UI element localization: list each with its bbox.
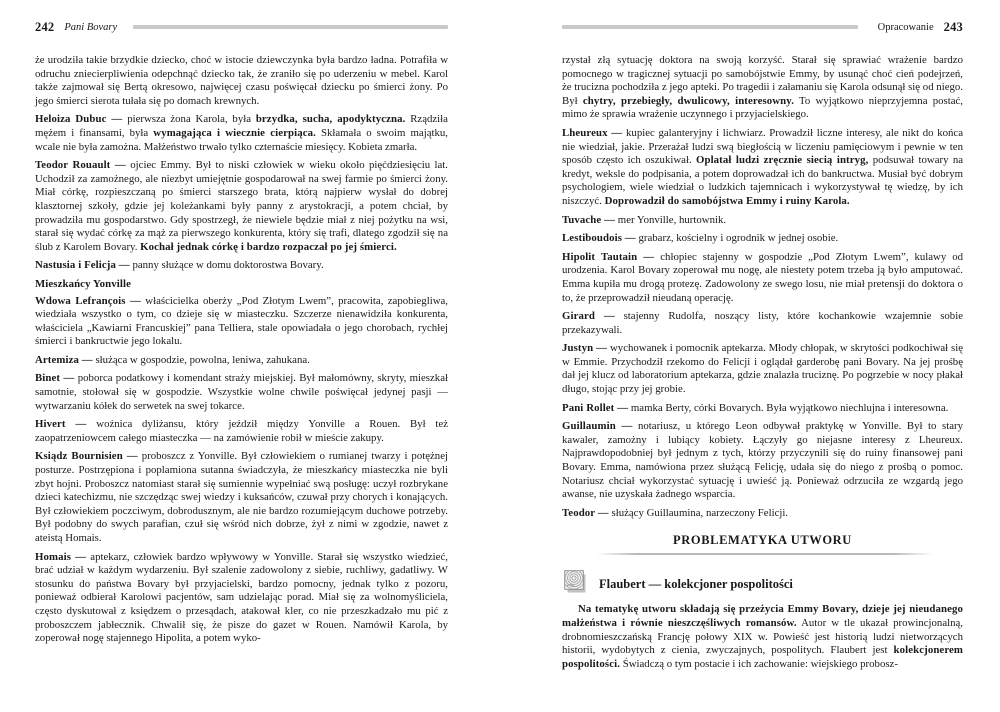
entry-heloiza-dubuc [35,113,448,154]
entry-teodor-rouault [35,159,448,254]
text-segment: mamka Berty, córki Bovarych. Była wyjątkowo niechlujna i interesowna. [630,401,949,414]
page-right [562,20,963,676]
text-segment: Lheureux — [562,126,627,139]
text-segment: Oplatał ludzi zręcznie siecią intryg, [695,154,869,167]
section-heading: PROBLEMATYKA UTWORU [673,533,852,548]
text-segment: rzystał złą sytuację doktora na swoją korzyść. Starał się sprawiać wrażenie bardzo pomocnego w tragicznej sytuacji po samobójstwie Emmy, by usunąć choć cień podejrzeń, że trucizna pochodziła z jego apteki. Po tragedii i załamaniu się Karola odsunął się od niego. Był [562,54,963,107]
page-right-header [562,20,963,34]
text-segment: Kochał jednak córkę i bardzo rozpaczał po jej śmierci. [140,240,397,253]
entry-guillaumin [562,420,963,502]
subsection-title: Flaubert — kolekcjoner pospolitości [599,577,793,592]
character-list-left [35,54,448,646]
text-segment: Hipolit Tautain — [562,250,661,263]
text-segment: Homais — [35,550,91,563]
entry-binet [35,372,448,413]
entry-artemiza [35,354,448,368]
header-rule [562,25,858,29]
entry-hipolit-tautain [562,251,963,305]
text-segment: kolekcjonerem pospolitości. [562,644,963,670]
subsection-header [564,570,963,593]
text-segment: Girard — [562,310,624,323]
entry-pani-rollet [562,402,963,416]
text-segment: że urodziła takie brzydkie dziecko, choć w istocie dziewczynka była bardzo ładna. Potrafiła w odruchu zniecierpliwienia odepchnąć dziecko tak, że zraniło się po uderzeniu w mebel. Karol także zajmował się Bertą okresowo, najwięcej czasu poświęcał dziecku po śmierci żony. Po jego śmierci sierota tułała się po domach krewnych. [35,54,448,107]
text-segment: Teodor — [562,506,612,519]
text-segment: Teodor Rouault — [35,159,131,172]
text-segment: aptekarz, człowiek bardzo wpływowy w Yonville. Starał się wszystko wiedzieć, brać udział w każdym wydarzeniu. Był szalenie zadowolony z siebie, ruchliwy, gadatliwy. W stosunku do państwa Bovary był przyjacielski, bardzo pomocny, jednak tylko z pozoru, ponieważ odbierał Karolowi pacjentów, sam udzielając porad. Miał się za wolnomyśliciela, często dyskutował z księdzem o przesądach, atakował kler, co nie przeszkadzało mu pić z proboszczem jabłecznik. Chwalił się, że pisze do gazet w Rouen. Namówił Karola, by zoperował nogę stajennego Hipolita, a potem wyko- [35,550,448,645]
text-segment: Hivert — [35,418,97,431]
entry-nastusia-felicja [35,259,448,273]
text-segment: brzydka, sucha, apodyktyczna. [255,113,406,126]
entry-tuvache [562,214,963,228]
text-segment: podsuwał towary na kredyt, weksle do podpisania, a potem doprowadzał ich do bankructwa. Musiał być dobrym psychologiem, wiele wiedział o ludzkich tajemnicach i wykorzystywał tę wiedzę, by ich niszczyć. [562,154,964,207]
text-segment: panny służące w domu doktorostwa Bovary. [132,259,324,272]
text-segment: pierwsza żona Karola, była [127,113,256,126]
text-segment: wychowanek i pomocnik aptekarza. Młody chłopak, w skrytości podkochiwał się w Emmie. Przychodził rzekomo do Felicji i oglądał garderobę pani Bovary. Na jej prośbę dał jej klucz od laboratorium aptekarza, gdzie znalazła truciznę. Po pogrzebie w nocy płakał długo, stojąc przy jej grobie. [562,342,964,396]
running-title: Pani Bovary [64,21,118,33]
entry-lestiboudois [562,232,963,246]
text-segment: Justyn — [562,342,610,355]
running-title: Opracowanie [877,21,934,33]
text-segment: notariusz, u którego Leon odbywał praktykę w Yonville. Był to stary kawaler, zamożny i lubiący kobiety. Łączyły go niejasne interesy z Lheureux. Najprawdopodobniej był jednym z tych, którzy przyczynili się do ruiny finansowej pani Bovary. Emma, namówiona przez służącą Felicję, udała się do niego z prośbą o pomoc. Notariusz chciał wykorzystać sytuację i uwieść ją. Ponieważ odrzuciła ze wzgardą jego awanse, nie uzyskała żadnego wsparcia. [562,420,963,501]
text-segment: Artemiza — [35,353,96,366]
text-segment: kupiec galanteryjny i lichwiarz. Prowadził liczne interesy, ale nikt do końca nie wiedział, jakie. Przerażał ludzi swą biegłością w liczeniu pamięciowym i pewnie w ten sposób często ich oszukiwał. [562,126,963,167]
entry-homais [35,551,448,646]
text-segment: Guillaumin — [562,420,638,433]
section-body [562,603,963,671]
text-segment: Binet — [35,372,78,385]
text-segment: Doprowadził do samobójstwa Emmy i ruiny Karola. [604,194,850,207]
paragraph-homais-continuation [562,54,963,122]
text-segment: właścicielka oberży „Pod Złotym Lwem”, pracowita, zapobiegliwa, wiedziała wszystko o tym, co dzieje się w miasteczku. Szczerze nienawidziła konkurenta, właściciela „Kawiarni Francuskiej” pana Telliera, stale opowiadała o jego chorobach, rychłej śmierci i bankructwie jego lokalu. [35,294,448,348]
header-rule [133,25,448,29]
text-segment: Lestiboudois — [562,232,639,245]
entry-girard [562,310,963,337]
text-segment: Autor w tle ukazał prowincjonalną, drobnomieszczańską Francję połowy XIX w. Powieść jest historią ludzi nietworzących historii, wydobytych z cienia, zwyczajnych, pospolitych. Flaubert jest [562,617,963,657]
entry-hivert [35,418,448,445]
text-segment: poborca podatkowy i komendant straży miejskiej. Był małomówny, skryty, mieszkał samotnie, stołował się w gospodzie. Wszystkie wolne chwile poświęcał jedynej pasji — wytwarzaniu kółek do serwetek na swej tokarce. [35,372,448,412]
text-segment: Rządziła mężem i finansami, była [35,113,448,139]
text-segment: Na tematykę utworu składają się przeżycia Emmy Bovary, dzieje jej nieudanego małżeństwa i równie nieszczęśliwych romansów. [562,603,963,629]
subheading-mieszkancy-yonville [35,278,448,292]
entry-wdowa-lefrancois [35,295,448,349]
text-segment: To wyjątkowo nieprzyjemna postać, mimo że sprawia wrażenie uczynnego i przyjacielskiego. [562,94,963,121]
text-segment: Nastusia i Felicja — [35,259,133,272]
text-segment: grabarz, kościelny i ogrodnik w jednej osobie. [638,232,839,245]
page-number: 243 [943,19,963,34]
text-segment: Ksiądz Bournisien — [35,450,142,463]
text-segment: Skłamała o swoim majątku, wcale nie była zamożna. Małżeństwo trwało tylko czternaście miesięcy. Kobieta zmarła. [35,126,448,153]
section-heading-rule [596,553,933,555]
page-number: 242 [35,19,55,34]
text-segment: służąca w gospodzie, powolna, leniwa, zahukana. [95,353,310,366]
paragraph-problematyka-intro [562,603,963,671]
page-left [35,20,448,651]
text-segment: służący Guillaumina, narzeczony Felicji. [611,506,789,519]
text-segment: chłopiec stajenny w gospodzie „Pod Złotym Lwem”, kulawy od urodzenia. Karol Bovary zoperował mu nogę, ale niestety potem trzeba ją było amputować. Emma kupiła mu drogą protezę. Zadowolony ze swego losu, nie miał pretensji do doktora o to, że przeprowadził nieudaną operację. [562,250,963,304]
text-segment: woźnica dyliżansu, który jeździł między Yonville a Rouen. Był też zaopatrzeniowcem całego miasteczka — na zamówienie robił w mieście zakupy. [35,418,448,444]
text-segment: chytry, przebiegły, dwulicowy, interesowny. [582,94,794,107]
entry-justyn [562,342,963,396]
text-segment: stajenny Rudolfa, noszący listy, które kochankowie wzajemnie sobie przekazywali. [562,310,964,336]
text-segment: Tuvache — [562,213,618,226]
entry-lheureux [562,127,963,209]
entry-ksiadz-bournisien [35,450,448,545]
spiral-ornament-icon [564,570,586,593]
text-segment: Pani Rollet — [562,401,631,414]
character-list-right [562,54,963,520]
text-segment: Wdowa Lefrançois — [35,294,146,307]
text-segment: mer Yonville, hurtownik. [617,213,727,226]
text-segment: ojciec Emmy. Był to niski człowiek w wieku około pięćdziesięciu lat. Uchodził za zamożnego, ale niezbyt umiejętnie gospodarował na swej farmie po śmierci żony. Miał córkę, rozpieszczaną po śmierci starszego brata, którą najpierw wysłał do dobrej klasztornej szkoły, gdzie jej koleżankami były panny z arystokracji, a potem chciał, by prowadziła mu gospodarstwo. Gdy spostrzegł, że niewiele będzie miał z niej pożytku na wsi, starał się wydać córkę za mąż za pierwszego konkurenta, który się trafi, dlatego zgodził się na ślub z Karolem Bovary. [35,159,449,253]
page-left-header [35,20,448,34]
text-segment: proboszcz z Yonville. Był człowiekiem o rumianej twarzy i potężnej posturze. Postrzępiona i poplamiona sutanna świadczyła, że mieszkańcy miasteczka nie byli zbyt hojni. Proboszcz natomiast starał się sumiennie wypełniać swą posługę: uczył rozbrykane dzieci katechizmu, nie szczędząc swej wiedzy i kuksańców, czuwał przy chorych i konających. Był człowiekiem poczciwym, dobrodusznym, ale nie bardzo rozumiejącym duchowe potrzeby. Był podobny do swych parafian, czuł się wśród nich dobrze, żył z nimi w zgodzie, nawet z ateistą Homais. [35,450,448,544]
text-segment: wymagająca i wiecznie cierpiąca. [153,126,316,139]
text-segment: Heloiza Dubuc — [35,113,128,126]
text-segment: Świadczą o tym postacie i ich zachowanie: wiejskiego probosz- [620,657,898,670]
text-segment: Mieszkańcy Yonville [35,277,131,290]
entry-teodor [562,507,963,521]
paragraph-berta-continuation [35,54,448,108]
